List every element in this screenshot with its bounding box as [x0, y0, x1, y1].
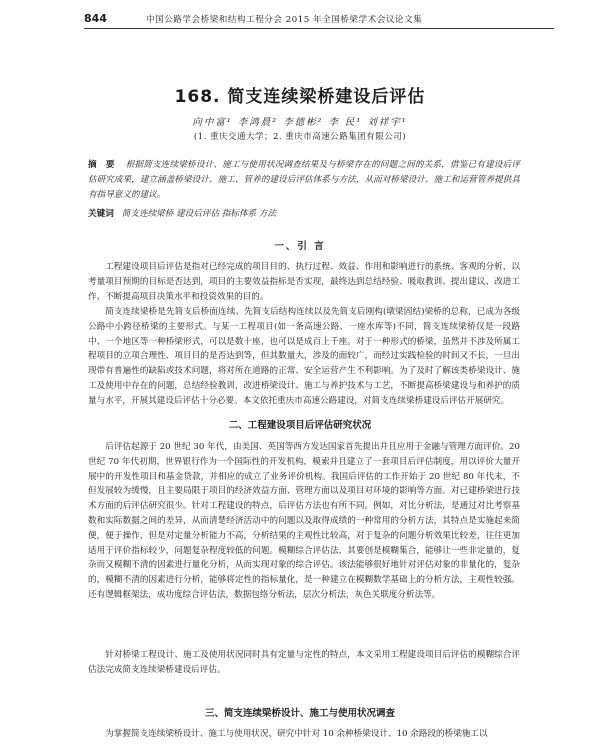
keywords-text: 简支连续梁桥 建设后评估 指标体系 方法: [121, 209, 277, 219]
section-heading-research-status: 二、工程建设项目后评估研究状况: [228, 420, 372, 431]
journal-title: 中国公路学会桥梁和结构工程分会 2015 年全国桥梁学术会议论文集: [146, 15, 423, 25]
keywords-label: 关键词: [88, 209, 114, 219]
abstract-label: 摘 要: [88, 160, 118, 170]
abstract: [88, 158, 520, 203]
abstract-text: 根据简支连续梁桥设计、施工与使用状况调查结果及与桥梁存在的问题之间的关系，借鉴已有建设后评估研究成果，建立涵盖桥梁设计、施工、管养的建设后评估体系与方法，从而对桥梁设计、施工和运营管养提供具有指导意义的建议。: [88, 160, 520, 200]
author-list: 向中富¹ 李鸿晨² 李德彬² 李 民¹ 刘祥宇¹: [192, 117, 408, 128]
running-header: [84, 12, 554, 29]
paragraph: 工程建设项目后评估是指对已经完成的项目目的、执行过程、效益、作用和影响进行的系统、客观的分析，以考量项目预期的目标是否达到，项目的主要效益指标是否实现，最终达到总结经验、吸取教训、提出建议、改进工作、不断提高项目决策水平和投资效果的目的。: [88, 262, 520, 302]
keywords: [88, 207, 520, 219]
affiliations: (1. 重庆交通大学；2. 重庆市高速公路集团有限公司): [193, 132, 407, 142]
paragraph: 后评估起源于 20 世纪 30 年代，由美国、英国等西方发达国家首先提出并且应用于金融与管理方面评价。20 世纪 70 年代初期，世界银行作为一个国际性的开发机构，模索并且建立了一套项目后评估制度，用以评价大量开展中的开发性项目和基金贷款，并相应的成立了业务评价机构。我国后评估的工作开始于 20 世纪 80 年代末，不但发展较为缓慢，且主要局限于项目的经济效益方面、管理方面以及项目对环境的影响等方面。对已建桥梁进行技术方面的后评估研究很少。针对工程建设的特点，后评估方法也有所不同。例如，对比分析法，是通过对比考察基数和实际数据之间的差异，从而清楚经济活动中的问题以及取得成绩的一种常用的分析方法，其特点是实施起来简便，便于操作，但是对定量分析能力不高，分析结果的主观性比较高，对于复杂的问题分析效果比较差，往往更加适用于评价指标较少，问题复杂程度较低的问题。模糊综合评估法，其要创是模糊集合，能够让一些非定量的，复杂而又模糊不清的因素进行量化分析，从而实现对象的综合评估。该法能够很好地针对评估对象的非量化的，复杂的，模糊不清的因素进行分析，能够将定性的指标量化，是一种建立在模糊数学基础上的分析方法，主观性较强。还有逻辑框架法，成功度综合评估法，数据包络分析法，层次分析法，灰色关联度分析法等。: [88, 442, 520, 600]
section-heading-introduction: 一、引 言: [274, 241, 326, 252]
paragraph: 为掌握简支连续梁桥设计、施工与使用状况，研究中针对 10 余种桥梁设计、10 余路段的桥梁施工以: [105, 729, 488, 739]
section-heading-survey: 三、简支连续梁桥设计、施工与使用状况调查: [204, 708, 395, 719]
paragraph: 针对桥梁工程设计、施工及使用状况同时具有定量与定性的特点，本文采用工程建设项目后评估的模糊综合评估法完成简支连续梁桥建设后评估。: [88, 650, 520, 675]
paragraph: 简支连续梁桥是先简支后桥面连续、先简支后结构连续以及先简支后刚构(墩梁固结)梁桥的总称，已成为各级公路中小跨径桥梁的主要形式。与某一工程项目(如一条高速公路、一座水库等)不同，简支连续梁桥仅是一段路中、一个地区等一种桥梁形式，可以是数十座，也可以是成百上千座。对于一种形式的桥梁，虽然并不涉及所属工程项目的立项合理性、项目目的是否达到等，但其数量大，涉及的面较广，而经过实践检验的时间又不长，一旦出现带有普遍性的缺陷或技术问题，将对所在道路的正常、安全运营产生不利影响。为了及时了解该类桥梁设计、施工及使用中存在的问题，总结经验教训，改进桥梁设计、施工与养护技术与工艺，不断提高桥梁建设与和养护的质量与水平，开展其建设后评估十分必要。本文依托重庆市高速公路建设，对简支连续梁桥建设后评估开展研究。: [88, 307, 520, 406]
page-number: 844: [84, 12, 107, 25]
article-title: 168. 简支连续梁桥建设后评估: [174, 87, 426, 107]
